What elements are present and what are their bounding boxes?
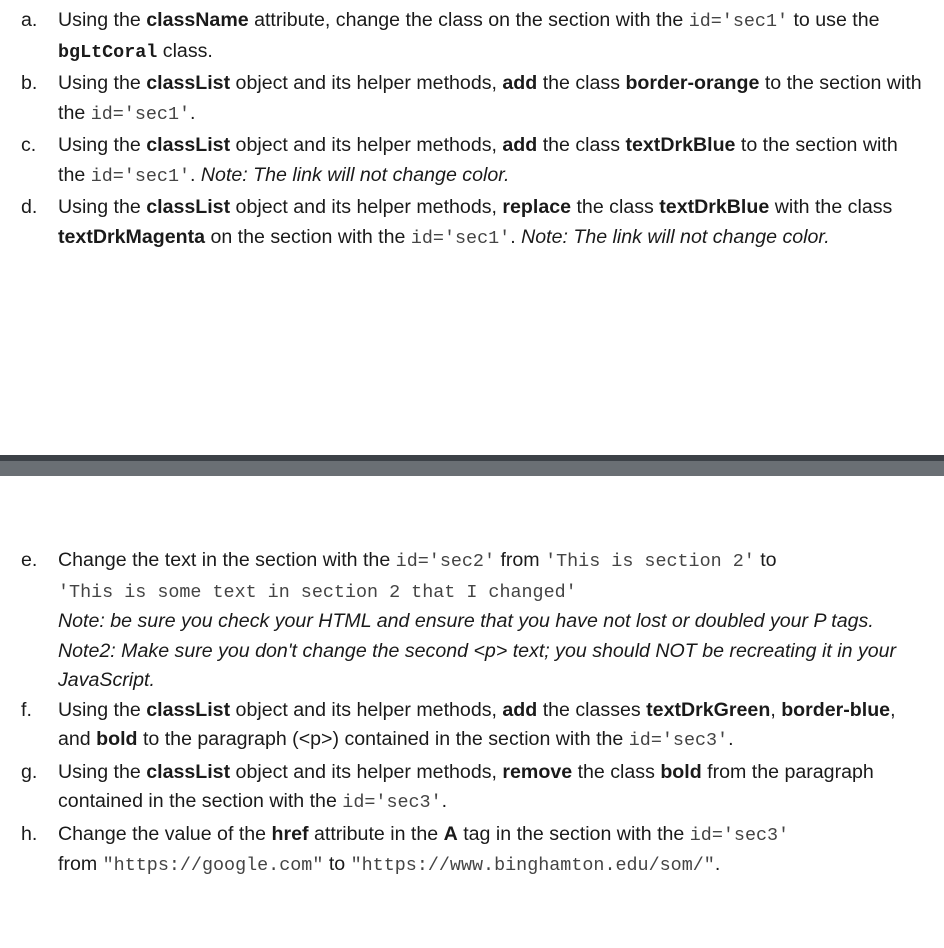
- code-text: id='sec1': [688, 11, 789, 32]
- list-item-b: b. Using the classList object and its helper methods, add the class border-orange to the section with the id='sec1'.: [0, 69, 944, 129]
- list-item-d: d. Using the classList object and its helper methods, replace the class textDrkBlue with the class textDrkMagenta on the section with the id='sec1'. Note: The link will not change color.: [0, 193, 944, 253]
- code-text: id='sec1': [410, 227, 511, 249]
- list-marker: f.: [21, 698, 32, 721]
- list-marker: c.: [21, 134, 37, 156]
- code-text: "https://www.binghamton.edu/som/": [350, 855, 715, 876]
- list-item-g: g. Using the classList object and its helper methods, remove the class bold from the paragraph contained in the section with the id='sec3'.: [0, 758, 944, 818]
- instructions-part-2: [0, 546, 944, 881]
- note-text: Note: be sure you check your HTML and ensure that you have not lost or doubled your P tags.: [58, 610, 874, 632]
- note-text: Note: The link will not change color.: [200, 163, 510, 186]
- code-text: id='sec3': [628, 730, 729, 751]
- list-marker: a.: [21, 9, 38, 31]
- code-text: "https://google.com": [102, 855, 324, 876]
- list-item-c: c. Using the classList object and its helper methods, add the class textDrkBlue to the section with the id='sec1'. Note: The link will not change color.: [0, 131, 944, 191]
- list-marker: b.: [21, 72, 38, 94]
- code-text: id='sec1': [90, 165, 191, 187]
- code-text: 'This is section 2': [545, 551, 755, 572]
- list-marker: d.: [21, 196, 38, 218]
- list-item-a: a. Using the className attribute, change the class on the section with the id='sec1' to use the bgLtCoral class.: [0, 6, 944, 67]
- code-text: bgLtCoral: [58, 41, 158, 63]
- list-marker: h.: [21, 822, 38, 845]
- page-divider: [0, 455, 944, 476]
- list-marker: e.: [21, 549, 38, 571]
- note-text: Note: The link will not change color.: [521, 225, 830, 248]
- code-text: id='sec3': [342, 792, 442, 813]
- code-text: id='sec3': [689, 824, 790, 846]
- list-item-e: e. Change the text in the section with the id='sec2' from 'This is section 2' to 'This is some text in section 2 that I changed' Note: be sure you check your HTML and ensure that you have not lost or doubled your P tags. Note2: Make sure you don't change the second <p> text; you should NOT be recreating it in your JavaScript.: [0, 546, 944, 696]
- note-text: Note2: Make sure you don't change the second <p> text; you should NOT be recreating it in your JavaScript.: [58, 639, 897, 691]
- list-item-f: f. Using the classList object and its helper methods, add the classes textDrkGreen, border-blue, and bold to the paragraph (<p>) contained in the section with the id='sec3'.: [0, 696, 944, 756]
- code-text: id='sec2': [395, 551, 495, 572]
- code-text: 'This is some text in section 2 that I changed': [58, 581, 577, 603]
- code-text: id='sec1': [90, 103, 191, 125]
- instructions-part-1: [0, 6, 944, 253]
- list-item-h: h. Change the value of the href attribute in the A tag in the section with the id='sec3' from "https://google.com" to "https://www.binghamton.edu/som/".: [0, 820, 944, 881]
- list-marker: g.: [21, 760, 38, 783]
